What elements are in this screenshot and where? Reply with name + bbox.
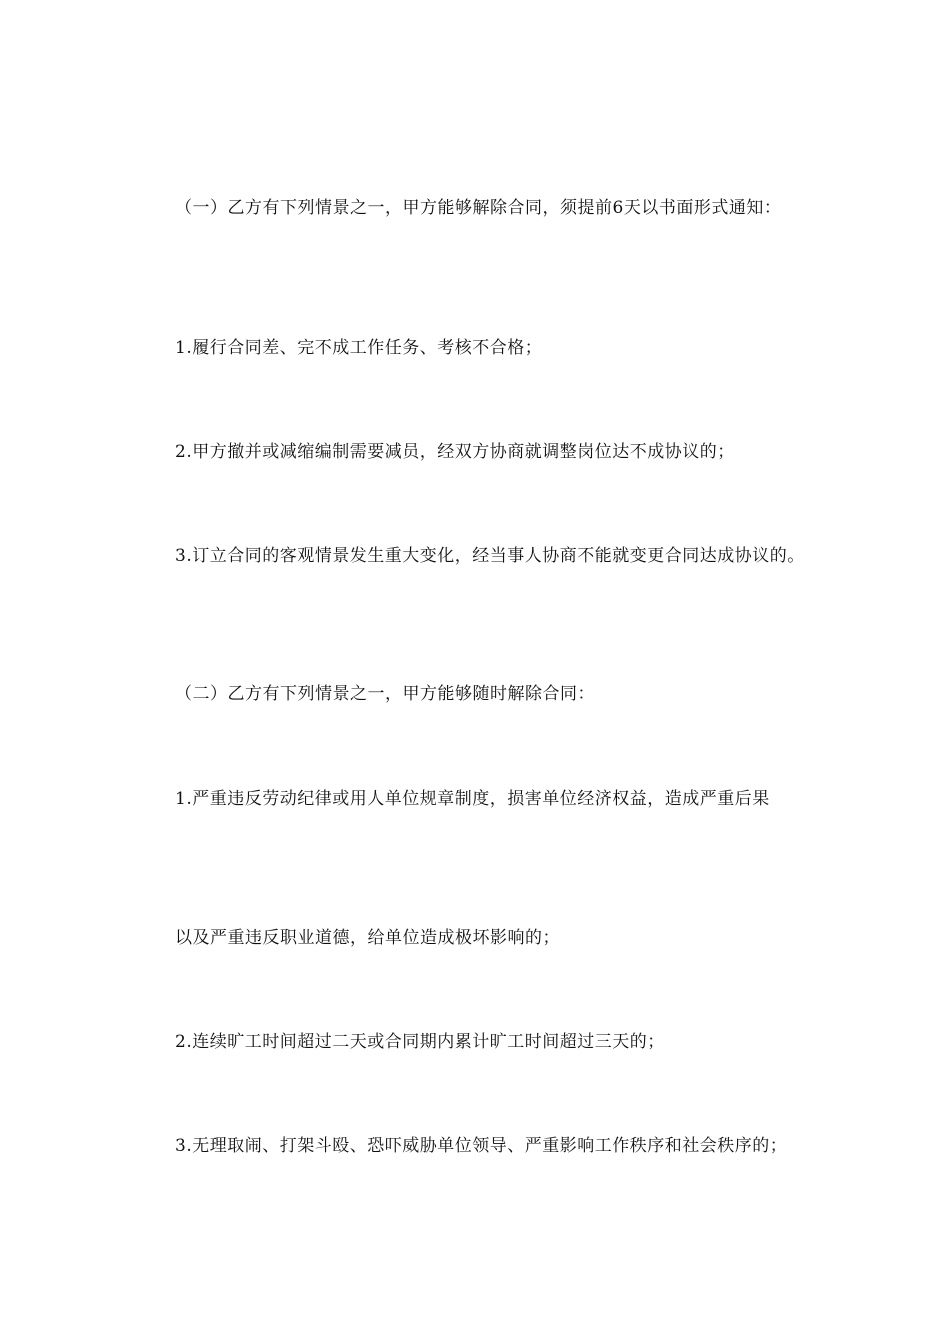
clause-1-item-2: 2.甲方撤并或减缩编制需要减员，经双方协商就调整岗位达不成协议的； bbox=[175, 442, 735, 462]
clause-1-heading: （一）乙方有下列情景之一，甲方能够解除合同，须提前6天以书面形式通知： bbox=[175, 198, 782, 218]
clause-2-heading: （二）乙方有下列情景之一，甲方能够随时解除合同： bbox=[175, 684, 595, 704]
clause-1-item-3: 3.订立合同的客观情景发生重大变化，经当事人协商不能就变更合同达成协议的。 bbox=[175, 546, 805, 566]
clause-2-item-2: 2.连续旷工时间超过二天或合同期内累计旷工时间超过三天的； bbox=[175, 1032, 665, 1052]
clause-2-item-1: 1.严重违反劳动纪律或用人单位规章制度，损害单位经济权益，造成严重后果 bbox=[175, 789, 770, 809]
clause-2-item-3: 3.无理取闹、打架斗殴、恐吓威胁单位领导、严重影响工作秩序和社会秩序的； bbox=[175, 1136, 788, 1156]
clause-1-item-1: 1.履行合同差、完不成工作任务、考核不合格； bbox=[175, 338, 543, 358]
clause-2-item-1-continued: 以及严重违反职业道德，给单位造成极坏影响的； bbox=[175, 928, 560, 948]
